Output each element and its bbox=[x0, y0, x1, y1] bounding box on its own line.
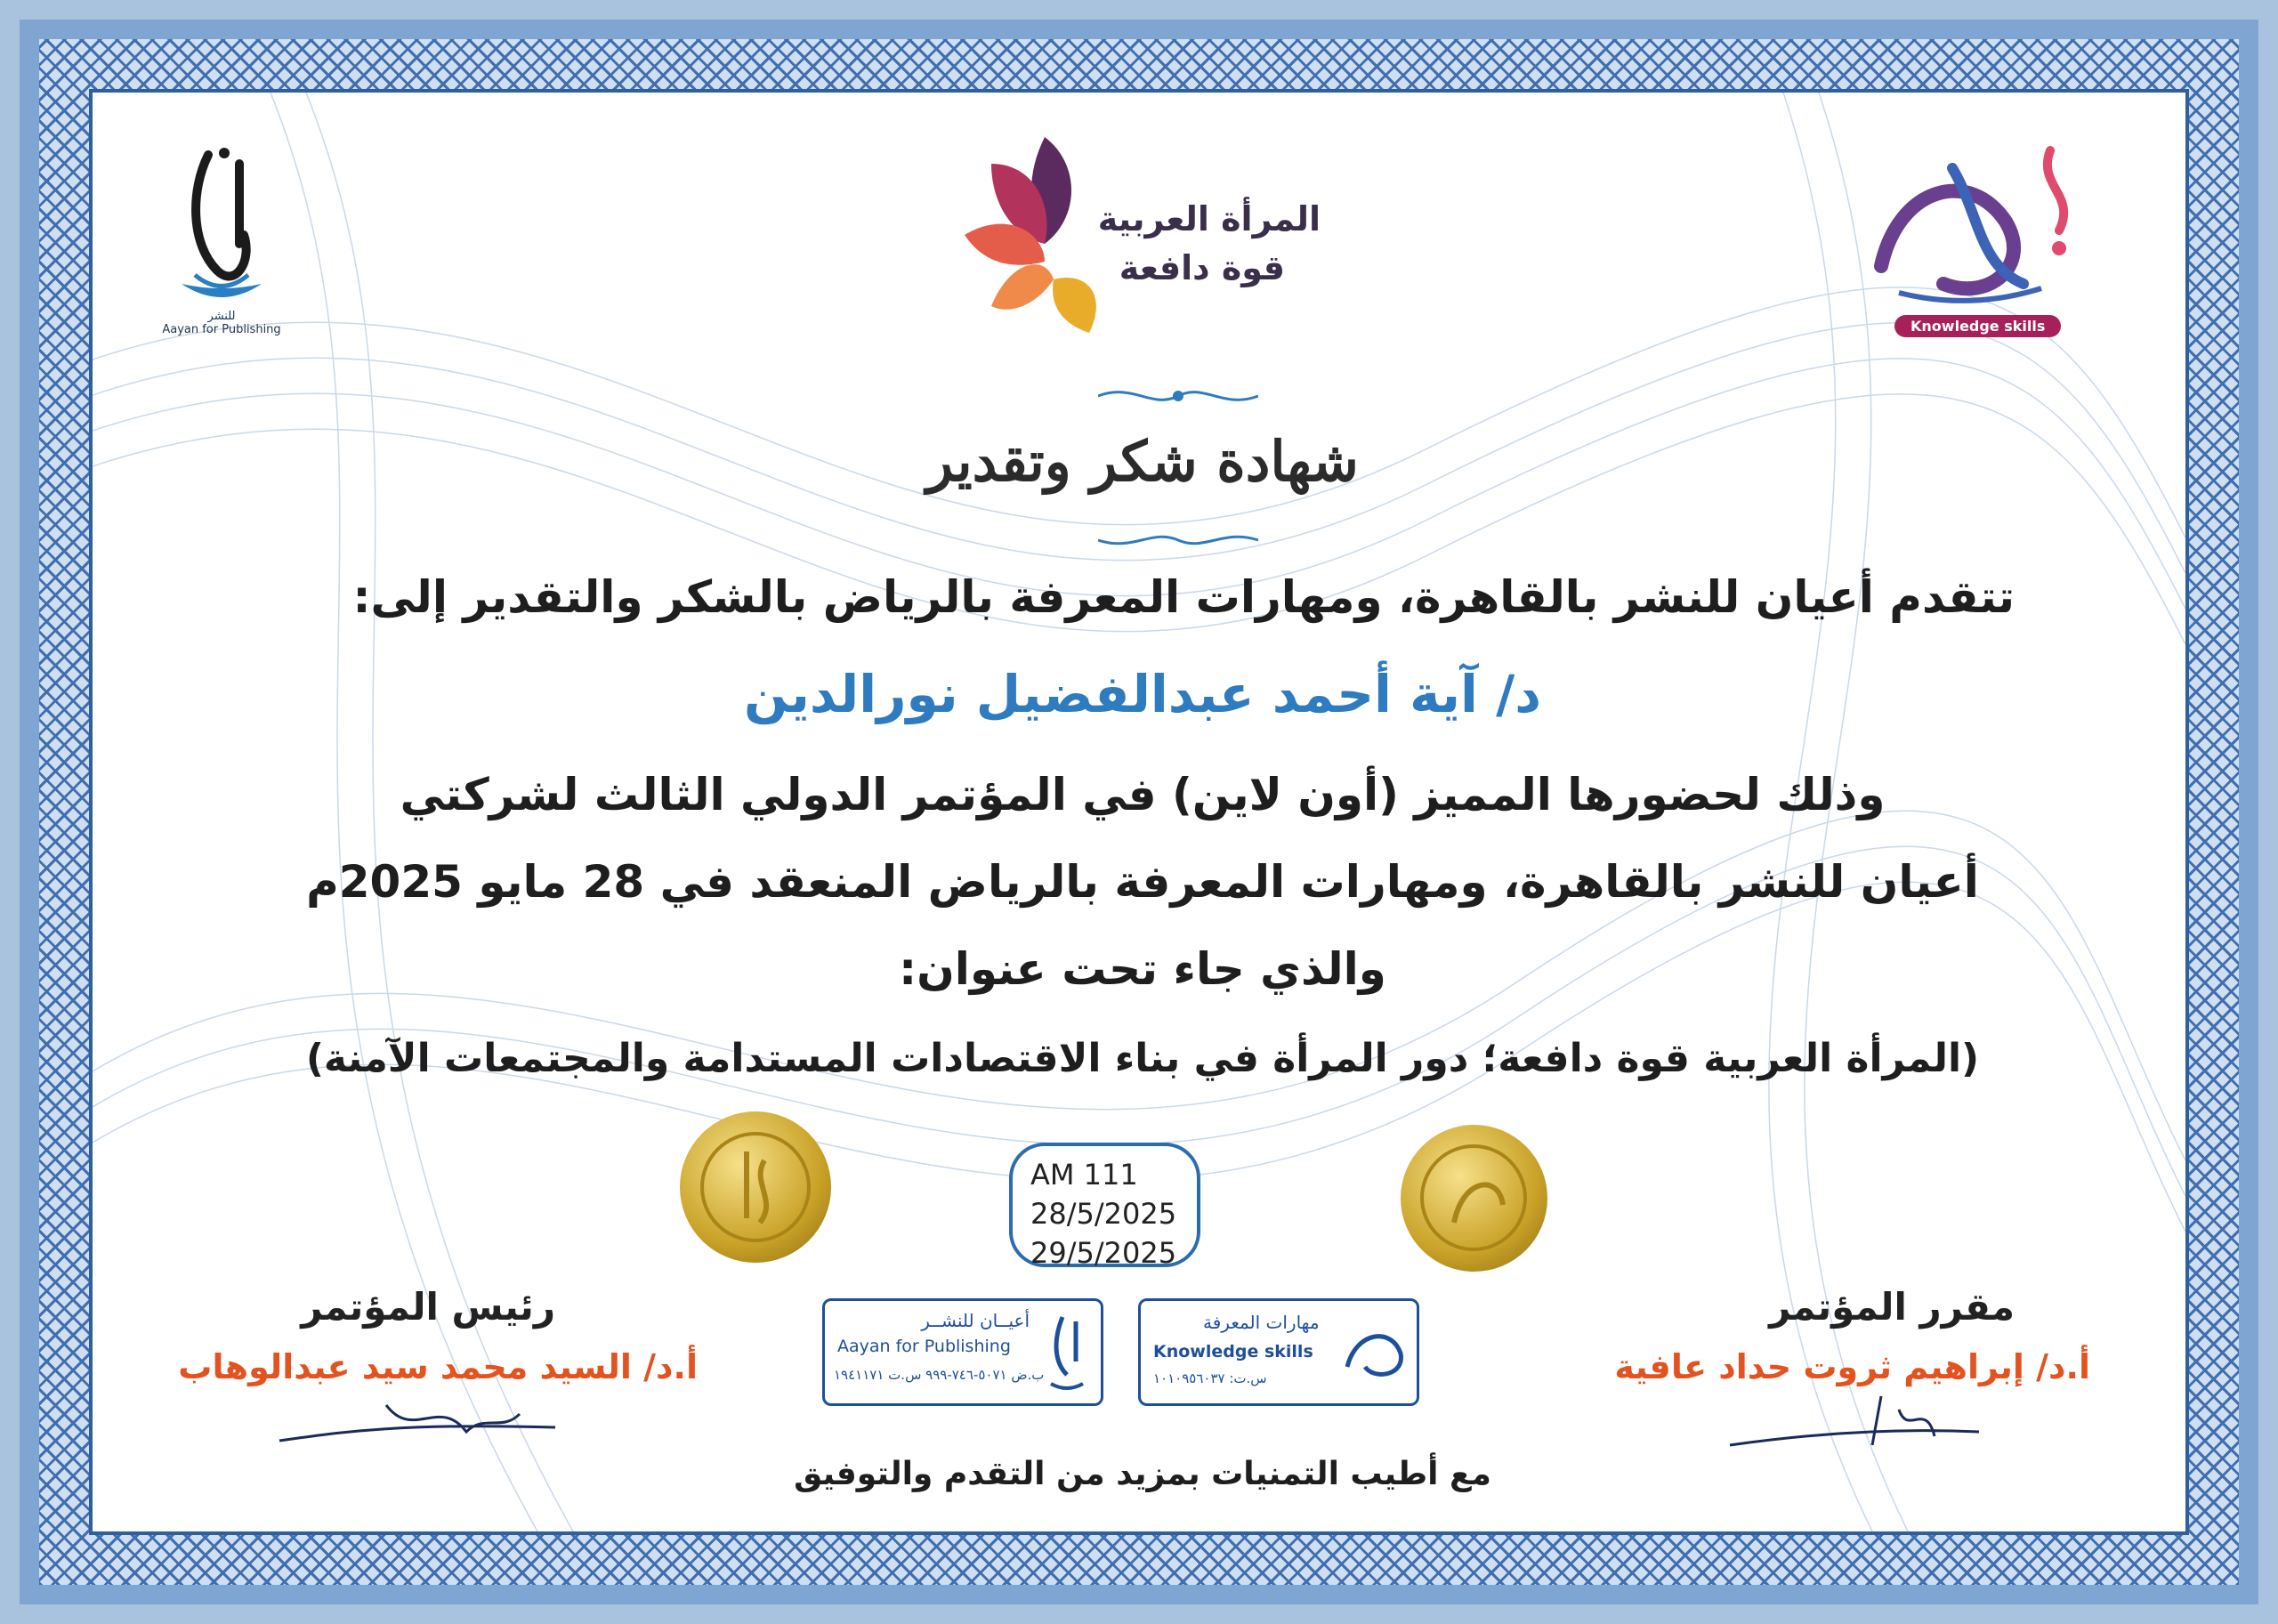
knowledge-skills-logo bbox=[1846, 133, 2095, 355]
gold-medal-right bbox=[1401, 1125, 1547, 1272]
knowledge-skills-stamp bbox=[1138, 1298, 1419, 1406]
aayan-calligraphy-icon bbox=[155, 137, 288, 306]
ks-stamp-arabic: مهارات المعرفة bbox=[1203, 1312, 1320, 1333]
ornament-divider-bottom-icon bbox=[1098, 529, 1258, 552]
recipient-name: د/ آية أحمد عبدالفضيل نورالدين bbox=[743, 664, 1542, 724]
certificate-code: AM 111 bbox=[1030, 1158, 1138, 1192]
ks-stamp-logo-icon bbox=[1338, 1313, 1410, 1389]
aayan-stamp bbox=[822, 1298, 1103, 1406]
aayan-stamp-logo-icon bbox=[1040, 1308, 1094, 1393]
intro-line: تتقدم أعيان للنشر بالقاهرة، ومهارات المعرفة بالرياض بالشكر والتقدير إلى: bbox=[352, 571, 2015, 623]
body-line-1: وذلك لحضورها المميز (أون لاين) في المؤتمر الدولي الثالث لشركتي bbox=[400, 769, 1886, 820]
logo-line-2: قوة دافعة bbox=[1119, 248, 1285, 287]
gold-medal-left bbox=[680, 1111, 831, 1263]
arab-woman-logo bbox=[956, 128, 1329, 342]
ks-stamp-english: Knowledge skills bbox=[1153, 1342, 1313, 1361]
logo-line-1: المرأة العربية bbox=[1097, 199, 1321, 238]
body-line-2: أعيان للنشر بالقاهرة، ومهارات المعرفة بالرياض المنعقد في 28 مايو 2025م bbox=[306, 856, 1979, 908]
left-signature-name: أ.د/ السيد محمد سيد عبدالوهاب bbox=[178, 1347, 698, 1386]
certificate-title: شهادة شكر وتقدير bbox=[926, 429, 1359, 494]
date-start: 28/5/2025 bbox=[1030, 1197, 1177, 1231]
left-signature-title: رئيس المؤتمر bbox=[301, 1285, 555, 1329]
aayan-stamp-info: ب.ض ٥٠٧١-٧٤٦-٩٩٩ س.ت ١٩٤١١٧١ bbox=[834, 1367, 1045, 1383]
right-handwritten-signature-icon bbox=[1721, 1383, 1988, 1463]
ks-stamp-info: س.ت: ١٠١٠٩٥٦٠٣٧ bbox=[1153, 1370, 1267, 1386]
medal-emblem-icon bbox=[1401, 1125, 1547, 1272]
certificate-paper bbox=[89, 89, 2189, 1535]
aayan-logo-english: Aayan for Publishing bbox=[162, 323, 281, 336]
medal-emblem-icon bbox=[680, 1111, 831, 1263]
right-signature-title: مقرر المؤتمر bbox=[1769, 1285, 2015, 1329]
ornament-divider-icon bbox=[1098, 383, 1258, 409]
aayan-logo bbox=[155, 137, 288, 342]
certificate-code-box bbox=[1009, 1143, 1200, 1270]
left-handwritten-signature-icon bbox=[271, 1387, 564, 1458]
date-end: 29/5/2025 bbox=[1030, 1236, 1177, 1270]
aayan-stamp-arabic: أعيــان للنشــر bbox=[921, 1310, 1030, 1331]
closing-message: مع أطيب التمنيات بمزيد من التقدم والتوفيق bbox=[794, 1456, 1491, 1492]
right-signature-name: أ.د/ إبراهيم ثروت حداد عافية bbox=[1614, 1347, 2090, 1386]
body-line-3: والذي جاء تحت عنوان: bbox=[899, 943, 1386, 995]
aayan-stamp-english: Aayan for Publishing bbox=[837, 1337, 1011, 1356]
knowledge-skills-calligraphy-icon bbox=[1846, 133, 2095, 319]
knowledge-skills-badge: Knowledge skills bbox=[1894, 315, 2061, 337]
conference-title: (المرأة العربية قوة دافعة؛ دور المرأة في بناء الاقتصادات المستدامة والمجتمعات الآمنة) bbox=[305, 1036, 1980, 1081]
aayan-logo-arabic: للنشر bbox=[207, 310, 236, 323]
